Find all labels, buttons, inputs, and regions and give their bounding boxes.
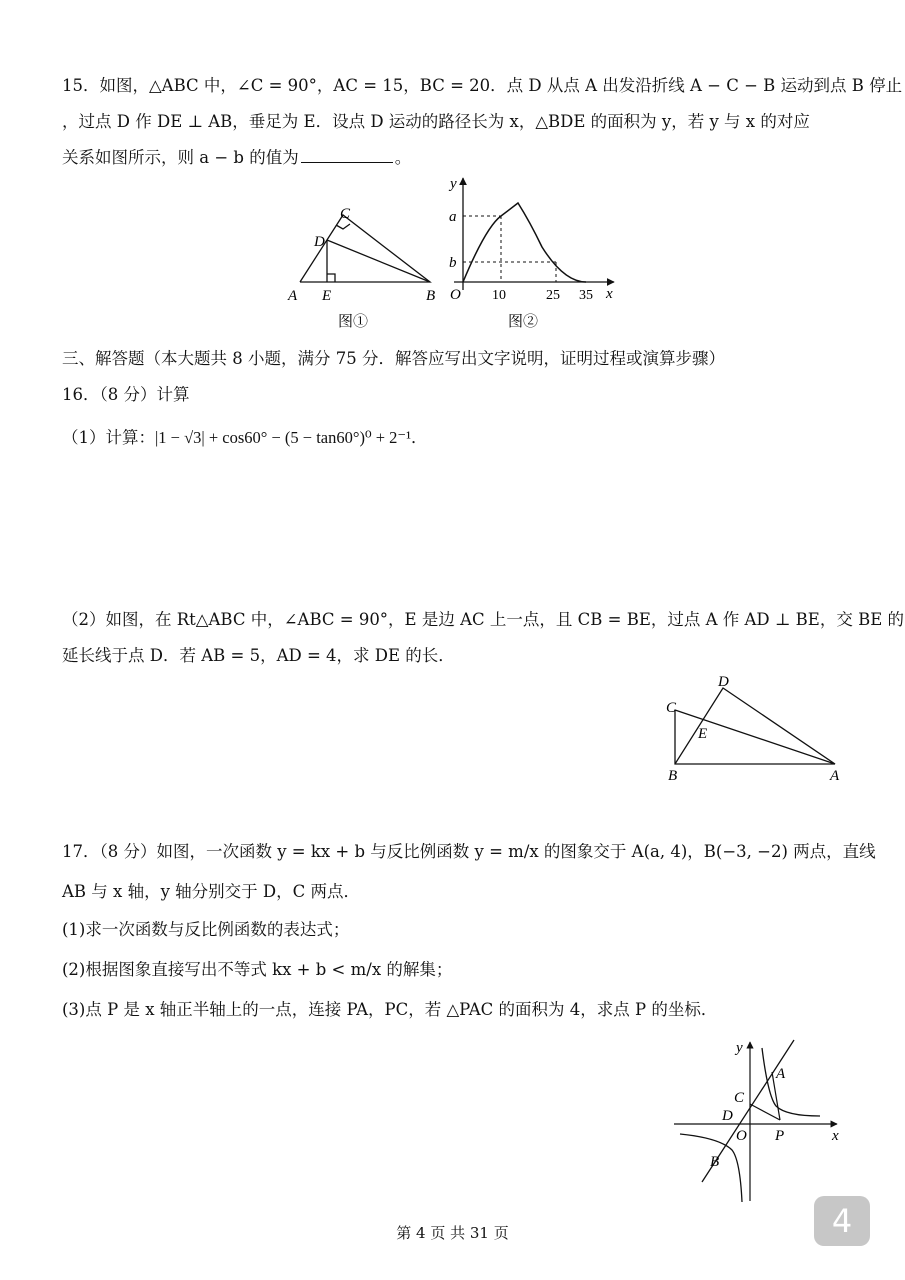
q16-part1 xyxy=(62,424,428,448)
answer-blank[interactable] xyxy=(301,162,393,163)
q15-figure-1 xyxy=(286,202,446,332)
q15-line1: 15．如图，△ABC 中，∠C = 90°，AC = 15，BC = 20．点 D 从点 A 出发沿折线 A − C − B 运动到点 B 停止 xyxy=(62,76,903,95)
q15-line3-end: 。 xyxy=(394,148,412,167)
fig2-curve xyxy=(463,203,586,282)
q15-figure-2 xyxy=(444,172,624,334)
fig1-label-d: D xyxy=(314,234,325,250)
fig2-tick-b: b xyxy=(449,255,457,271)
q17-label-x: x xyxy=(832,1128,839,1144)
q16-label-c: C xyxy=(666,700,677,716)
q16-part1-expression: |1 − √3| + cos60° − (5 − tan60°)⁰ + 2⁻¹． xyxy=(155,428,428,447)
fig1-label-e: E xyxy=(322,288,332,304)
fig2-tick-35: 35 xyxy=(579,288,593,303)
q17-label-c: C xyxy=(734,1090,745,1106)
fig2-label-x: x xyxy=(606,286,613,302)
q16-label-e: E xyxy=(698,726,708,742)
q17-label-d: D xyxy=(722,1108,733,1124)
q16-part2-line1: （2）如图，在 Rt△ABC 中，∠ABC = 90°，E 是边 AC 上一点，且 CB = BE，过点 A 作 AD ⊥ BE，交 BE 的 xyxy=(62,610,904,629)
q17-label-b: B xyxy=(710,1154,720,1170)
q17-line1: 17．（8 分）如图，一次函数 y = kx + b 与反比例函数 y = m/x 的图象交于 A(a, 4)，B(−3, −2) 两点，直线 xyxy=(62,842,876,861)
fig2-label-o: O xyxy=(450,287,461,303)
q17-label-y: y xyxy=(736,1040,743,1056)
hyperbola-q1 xyxy=(762,1048,820,1116)
segment-db xyxy=(327,240,430,282)
q16-part1-label: （1）计算： xyxy=(62,428,155,447)
right-angle-e xyxy=(327,274,335,282)
fig1-label-b: B xyxy=(426,288,436,304)
q17-item1: (1)求一次函数与反比例函数的表达式； xyxy=(62,920,350,939)
page-number-badge: 4 xyxy=(814,1196,870,1246)
q16-heading: 16．（8 分）计算 xyxy=(62,385,190,404)
fig2-tick-10: 10 xyxy=(492,288,506,303)
q16-label-b: B xyxy=(668,768,678,784)
fig2-label-y: y xyxy=(450,176,457,192)
q16-label-d: D xyxy=(718,674,729,690)
right-angle-c xyxy=(336,224,350,229)
fig2-tick-25: 25 xyxy=(546,288,560,303)
fig1-label-a: A xyxy=(288,288,298,304)
q17-figure xyxy=(672,1036,844,1208)
q15-line3-text: 关系如图所示，则 a − b 的值为 xyxy=(62,148,299,167)
fig1-label-c: C xyxy=(340,206,351,222)
fig2-caption: 图② xyxy=(508,314,539,330)
q17-item2: (2)根据图象直接写出不等式 kx + b < m/x 的解集； xyxy=(62,960,453,979)
q17-line2: AB 与 x 轴，y 轴分别交于 D，C 两点． xyxy=(62,882,360,901)
q16-part2-line2: 延长线于点 D．若 AB = 5，AD = 4，求 DE 的长． xyxy=(62,646,455,665)
q15-line3 xyxy=(62,144,411,168)
q16-label-a: A xyxy=(830,768,840,784)
q15-line2: ，过点 D 作 DE ⊥ AB，垂足为 E．设点 D 运动的路径长为 x，△BDE 的面积为 y，若 y 与 x 的对应 xyxy=(62,112,810,131)
q17-label-a: A xyxy=(776,1066,786,1082)
q17-label-p: P xyxy=(775,1128,785,1144)
q17-label-o: O xyxy=(736,1128,747,1144)
q16-figure xyxy=(660,672,850,784)
page-footer: 第 4 页 共 31 页 xyxy=(396,1224,509,1242)
fig2-tick-a: a xyxy=(449,209,457,225)
section3-heading: 三、解答题（本大题共 8 小题，满分 75 分．解答应写出文字说明，证明过程或演算步骤） xyxy=(62,349,725,368)
fig1-caption: 图① xyxy=(338,314,369,330)
q17-item3: (3)点 P 是 x 轴正半轴上的一点，连接 PA，PC，若 △PAC 的面积为 4，求点 P 的坐标． xyxy=(62,1000,718,1019)
